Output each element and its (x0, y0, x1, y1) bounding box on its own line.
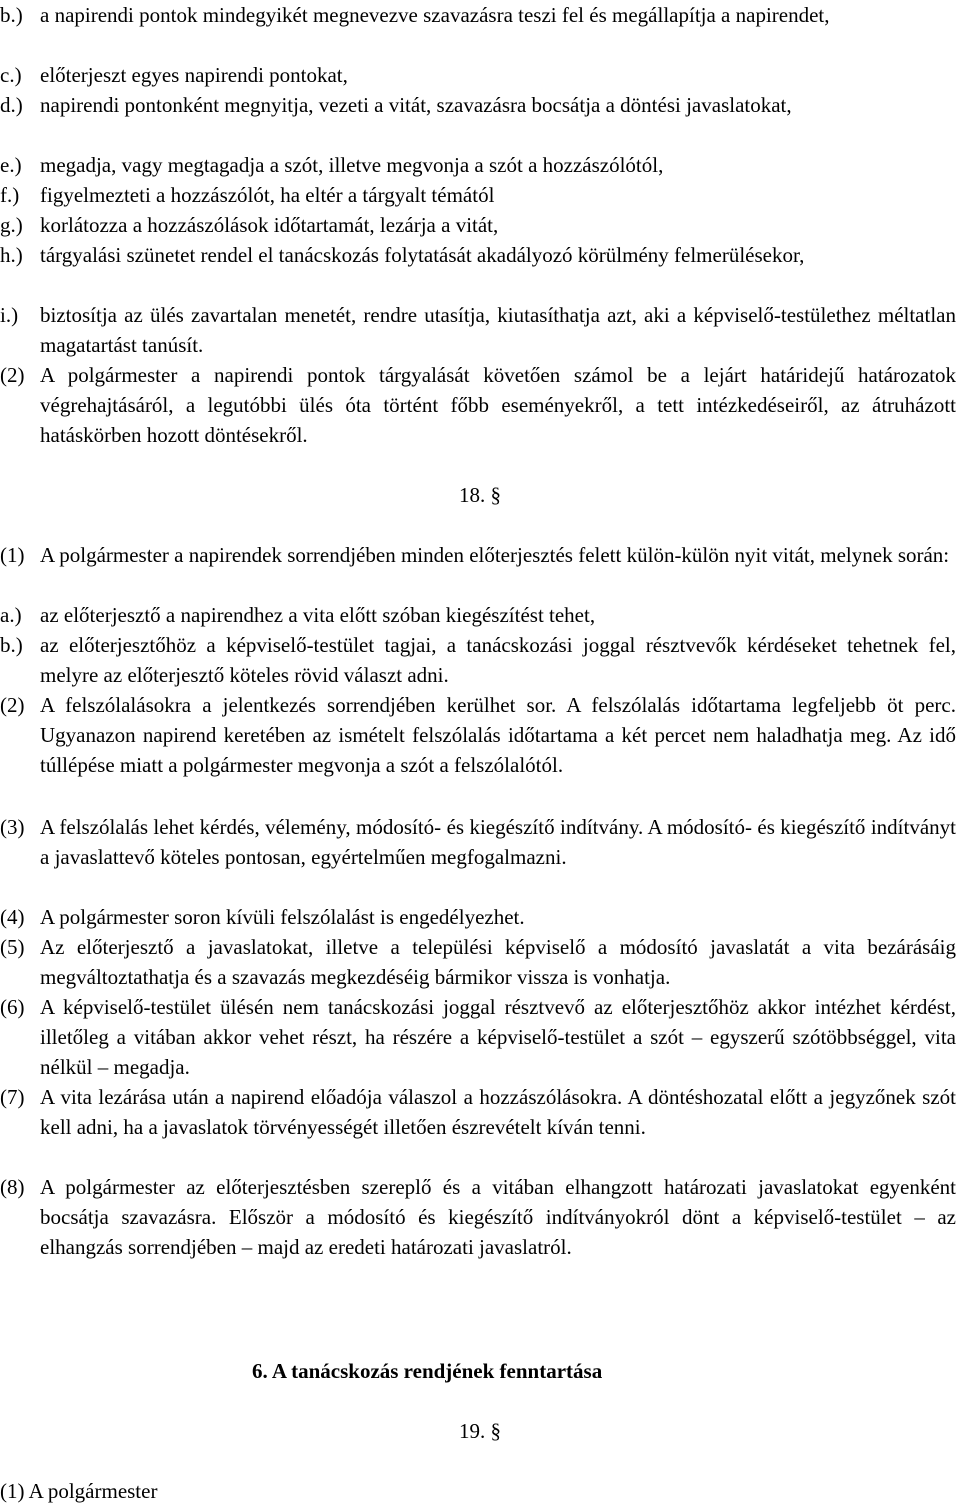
list-label: g.) (0, 213, 23, 237)
list-item-h (0, 240, 956, 270)
list-item-i (0, 300, 956, 360)
paragraph-label: (1) (0, 543, 25, 567)
list-label: b.) (0, 3, 23, 27)
list-text: korlátozza a hozzászólások időtartamát, lezárja a vitát, (40, 213, 499, 237)
paragraph-label: (2) (0, 693, 25, 717)
list-item-g (0, 210, 956, 240)
paragraph-label: (8) (0, 1175, 25, 1199)
list-label: i.) (0, 303, 19, 327)
list-text: előterjeszt egyes napirendi pontokat, (40, 63, 348, 87)
paragraph-label: (2) (0, 363, 25, 387)
paragraph-label: (3) (0, 815, 25, 839)
list-item-b2 (0, 630, 956, 690)
paragraph-text: A polgármester a napirendek sorrendjében minden előterjesztés felett külön-külön nyit vitát, melynek során: (40, 543, 950, 567)
list-text: figyelmezteti a hozzászólót, ha eltér a tárgyalt témától (40, 183, 495, 207)
list-item-f (0, 180, 956, 210)
list-item-c (0, 60, 956, 90)
section-number-18: 18. § (459, 483, 501, 507)
list-text: biztosítja az ülés zavartalan menetét, rendre utasítja, kiutasíthatja azt, aki a képviselő-testülethez méltatlan magatartást tanúsít. (40, 303, 956, 357)
paragraph-18-2 (0, 690, 956, 780)
paragraph-text: A polgármester az előterjesztésben szereplő és a vitában elhangzott határozati javaslatokat egyenként bocsátja szavazásra. Először a módosító és kiegészítő indítványokról dönt a képviselő-testület – az elhangzás sorrendjében – majd az eredeti határozati javaslatról. (40, 1175, 956, 1259)
list-label: e.) (0, 153, 22, 177)
list-label: f.) (0, 183, 20, 207)
list-item-a (0, 600, 956, 630)
list-item-d (0, 90, 956, 120)
paragraph-18-8 (0, 1172, 956, 1262)
list-text: megadja, vagy megtagadja a szót, illetve megvonja a szót a hozzászólótól, (40, 153, 664, 177)
paragraph-18-5 (0, 932, 956, 992)
paragraph-label: (6) (0, 995, 25, 1019)
paragraph-text: Az előterjesztő a javaslatokat, illetve a települési képviselő a módosító javaslatát a vita bezárásáig megváltoztathatja és a szavazás megkezdéséig bármikor vissza is vonhatja. (40, 935, 956, 989)
paragraph-label: (4) (0, 905, 25, 929)
list-label: a.) (0, 603, 22, 627)
paragraph-text: A vita lezárása után a napirend előadója válaszol a hozzászólásokra. A döntéshozatal előtt a jegyzőnek szót kell adni, ha a javaslatok törvényességét illetően észrevételt kíván tenni. (40, 1085, 956, 1139)
paragraph-text: A polgármester soron kívüli felszólalást is engedélyezhet. (40, 905, 525, 929)
paragraph-19-1: (1) A polgármester (0, 1479, 158, 1503)
paragraph-2 (0, 360, 956, 450)
list-label: b.) (0, 633, 23, 657)
paragraph-text: A képviselő-testület ülésén nem tanácskozási joggal résztvevő az előterjesztőhöz akkor intézhet kérdést, illetőleg a vitában akkor vehet részt, ha részére a képviselő-testület a szót – egyszerű szótöbbséggel, vita nélkül – megadja. (40, 995, 956, 1079)
paragraph-18-4 (0, 902, 956, 932)
list-text: napirendi pontonként megnyitja, vezeti a vitát, szavazásra bocsátja a döntési javaslatokat, (40, 93, 792, 117)
paragraph-18-3 (0, 812, 956, 872)
list-text: a napirendi pontok mindegyikét megnevezve szavazásra teszi fel és megállapítja a napirendet, (40, 3, 830, 27)
chapter-heading: 6. A tanácskozás rendjének fenntartása (252, 1359, 603, 1383)
paragraph-18-7 (0, 1082, 956, 1142)
list-text: az előterjesztő a napirendhez a vita előtt szóban kiegészítést tehet, (40, 603, 596, 627)
paragraph-text: A felszólalás lehet kérdés, vélemény, módosító- és kiegészítő indítvány. A módosító- és kiegészítő indítványt a javaslattevő köteles pontosan, egyértelműen megfogalmazni. (40, 815, 956, 869)
paragraph-label: (5) (0, 935, 25, 959)
section-number-19: 19. § (459, 1419, 501, 1443)
paragraph-18-6 (0, 992, 956, 1082)
list-item-e (0, 150, 956, 180)
paragraph-text: A felszólalásokra a jelentkezés sorrendjében kerülhet sor. A felszólalás időtartama legfeljebb öt perc. Ugyanazon napirend keretében az ismételt felszólalás időtartama a két percet nem haladhatja meg. Az idő túllépése miatt a polgármester megvonja a szót a felszólalótól. (40, 693, 956, 777)
list-label: c.) (0, 63, 22, 87)
list-text: az előterjesztőhöz a képviselő-testület tagjai, a tanácskozási joggal résztvevők kérdéseket tehetnek fel, melyre az előterjesztő köteles rövid választ adni. (40, 633, 956, 687)
paragraph-text: A polgármester a napirendi pontok tárgyalását követően számol be a lejárt határidejű határozatok végrehajtásáról, a legutóbbi ülés óta történt főbb eseményekről, a tett intézkedéseiről, az átruházott hatáskörben hozott döntésekről. (40, 363, 956, 447)
list-text: tárgyalási szünetet rendel el tanácskozás folytatását akadályozó körülmény felmerülésekor, (40, 243, 805, 267)
list-label: h.) (0, 243, 23, 267)
list-item-b (0, 0, 956, 30)
paragraph-label: (7) (0, 1085, 25, 1109)
list-label: d.) (0, 93, 23, 117)
paragraph-18-1 (0, 540, 956, 570)
